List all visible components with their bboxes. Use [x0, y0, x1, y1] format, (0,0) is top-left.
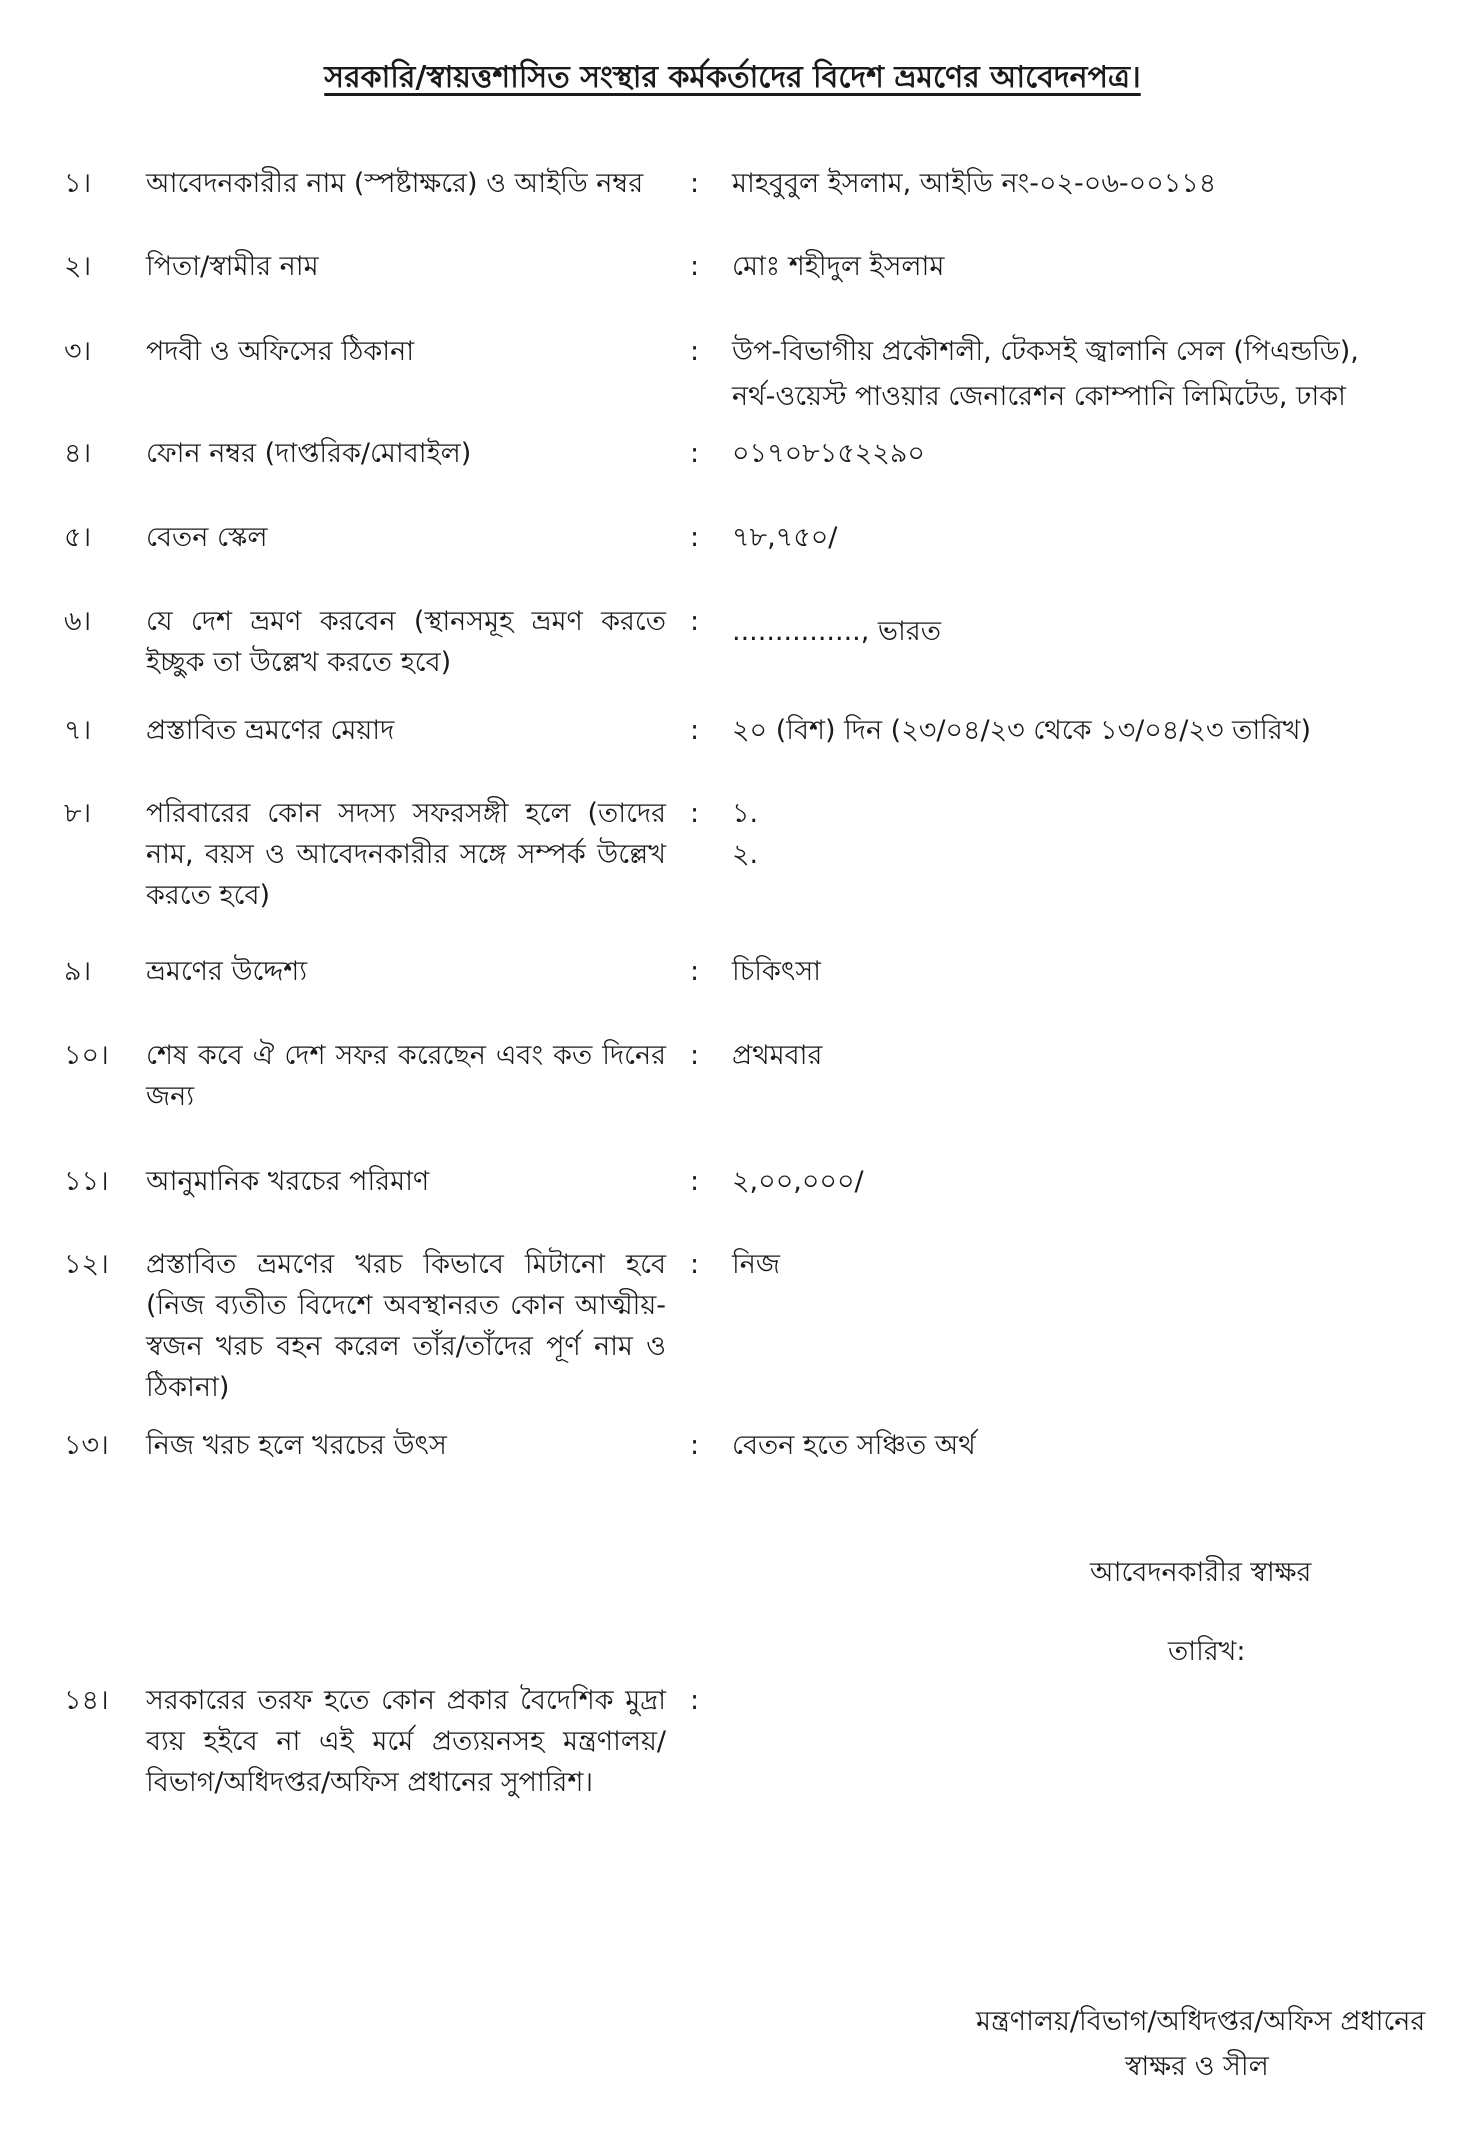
form-title	[0, 56, 1465, 100]
item-value-line: ৭৮,৭৫০/	[732, 522, 838, 553]
item-colon: :	[690, 798, 700, 829]
item-number: ১২।	[64, 1249, 109, 1280]
applicant-signature-label: আবেদনকারীর স্বাক্ষর	[1090, 1557, 1312, 1588]
item-colon: :	[690, 1430, 700, 1461]
item-value	[732, 1244, 1412, 1285]
item-number: ৬।	[64, 606, 92, 637]
item-value-line: ২০ (বিশ) দিন (২৩/০৪/২৩ থেকে ১৩/০৪/২৩ তারিখ)	[732, 715, 1312, 746]
item-label: আনুমানিক খরচের পরিমাণ	[146, 1166, 430, 1197]
item-value-line: মোঃ শহীদুল ইসলাম	[732, 251, 945, 282]
item-number: ৭।	[64, 715, 92, 746]
item-value	[732, 710, 1412, 751]
item-value	[732, 1425, 1412, 1466]
item-colon: :	[690, 606, 700, 637]
item-label: ফোন নম্বর (দাপ্তরিক/মোবাইল)	[146, 438, 472, 469]
item-colon: :	[690, 1040, 700, 1071]
item-value-line: ..............., ভারত	[732, 616, 941, 647]
item-value-line: ২,০০,০০০/	[732, 1166, 864, 1197]
office-head-signature-line2: স্বাক্ষর ও সীল	[1125, 2051, 1269, 2082]
item-number: ৮।	[64, 798, 92, 829]
item-value-line: ১.	[732, 798, 759, 829]
item-label: যে দেশ ভ্রমণ করবেন (স্থানসমূহ ভ্রমণ করতে ইচ্ছুক তা উল্লেখ করতে হবে)	[146, 606, 666, 678]
item-value-line: প্রথমবার	[732, 1040, 823, 1071]
item-number: ১।	[64, 168, 92, 199]
item-label: প্রস্তাবিত ভ্রমণের খরচ কিভাবে মিটানো হবে (নিজ ব্যতীত বিদেশে অবস্থানরত কোন আত্মীয়-স্বজন খরচ বহন করেল তাঁর/তাঁদের পূর্ণ নাম ও ঠিকানা)	[146, 1249, 666, 1403]
item-number: ২।	[64, 251, 92, 282]
item-colon: :	[690, 168, 700, 199]
item-label: সরকারের তরফ হতে কোন প্রকার বৈদেশিক মুদ্রা ব্যয় হইবে না এই মর্মে প্রত্যয়নসহ মন্ত্রণালয়/বিভাগ/অধিদপ্তর/অফিস প্রধানের সুপারিশ।	[146, 1685, 666, 1798]
item-value	[732, 246, 1412, 287]
item-colon: :	[690, 1685, 700, 1716]
item-colon: :	[690, 251, 700, 282]
item-value	[732, 951, 1412, 992]
item-label: আবেদনকারীর নাম (স্পষ্টাক্ষরে) ও আইডি নম্বর	[146, 168, 644, 199]
item-value	[732, 1035, 1412, 1076]
item-colon: :	[690, 715, 700, 746]
item-number: ৪।	[64, 438, 92, 469]
item-label: পরিবারের কোন সদস্য সফরসঙ্গী হলে (তাদের নাম, বয়স ও আবেদনকারীর সঙ্গে সম্পর্ক উল্লেখ করতে হবে)	[146, 798, 666, 911]
item-number: ১৩।	[64, 1430, 109, 1461]
item-value	[732, 163, 1412, 204]
item-value-line: ০১৭০৮১৫২২৯০	[732, 438, 925, 469]
item-label: বেতন স্কেল	[146, 522, 268, 553]
item-value-line: বেতন হতে সঞ্চিত অর্থ	[732, 1430, 976, 1461]
item-colon: :	[690, 1249, 700, 1280]
form-title-text: সরকারি/স্বায়ত্তশাসিত সংস্থার কর্মকর্তাদের বিদেশ ভ্রমণের আবেদনপত্র।	[324, 60, 1141, 95]
item-value-line: চিকিৎসা	[732, 956, 822, 987]
item-value	[732, 517, 1412, 558]
item-label: নিজ খরচ হলে খরচের উৎস	[146, 1430, 447, 1461]
item-colon: :	[690, 438, 700, 469]
item-colon: :	[690, 522, 700, 553]
item-label: পিতা/স্বামীর নাম	[146, 251, 319, 282]
item-value-line: মাহবুবুল ইসলাম, আইডি নং-০২-০৬-০০১১৪	[732, 168, 1217, 199]
item-label: শেষ কবে ঐ দেশ সফর করেছেন এবং কত দিনের জন্য	[146, 1040, 666, 1112]
item-value-line: নর্থ-ওয়েস্ট পাওয়ার জেনারেশন কোম্পানি লিমিটেড, ঢাকা	[732, 381, 1346, 412]
item-colon: :	[690, 956, 700, 987]
item-value	[732, 433, 1412, 474]
item-label: পদবী ও অফিসের ঠিকানা	[146, 336, 415, 367]
item-number: ১৪।	[64, 1685, 109, 1716]
office-head-signature-line1: মন্ত্রণালয়/বিভাগ/অধিদপ্তর/অফিস প্রধানের	[976, 2006, 1426, 2037]
item-colon: :	[690, 1166, 700, 1197]
item-value	[732, 331, 1412, 417]
item-number: ১১।	[64, 1166, 109, 1197]
item-number: ৯।	[64, 956, 92, 987]
item-value-line: নিজ	[732, 1249, 780, 1280]
item-number: ৩।	[64, 336, 92, 367]
item-value	[732, 611, 1412, 652]
item-value	[732, 1161, 1412, 1202]
item-label: প্রস্তাবিত ভ্রমণের মেয়াদ	[146, 715, 395, 746]
item-label: ভ্রমণের উদ্দেশ্য	[146, 956, 308, 987]
item-colon: :	[690, 336, 700, 367]
item-number: ১০।	[64, 1040, 109, 1071]
item-number: ৫।	[64, 522, 92, 553]
item-value-line: ২.	[732, 839, 759, 870]
item-value-line: উপ-বিভাগীয় প্রকৌশলী, টেকসই জ্বালানি সেল (পিএন্ডডি),	[732, 336, 1359, 367]
item-value	[732, 793, 1412, 875]
date-label: তারিখ:	[1168, 1636, 1246, 1667]
